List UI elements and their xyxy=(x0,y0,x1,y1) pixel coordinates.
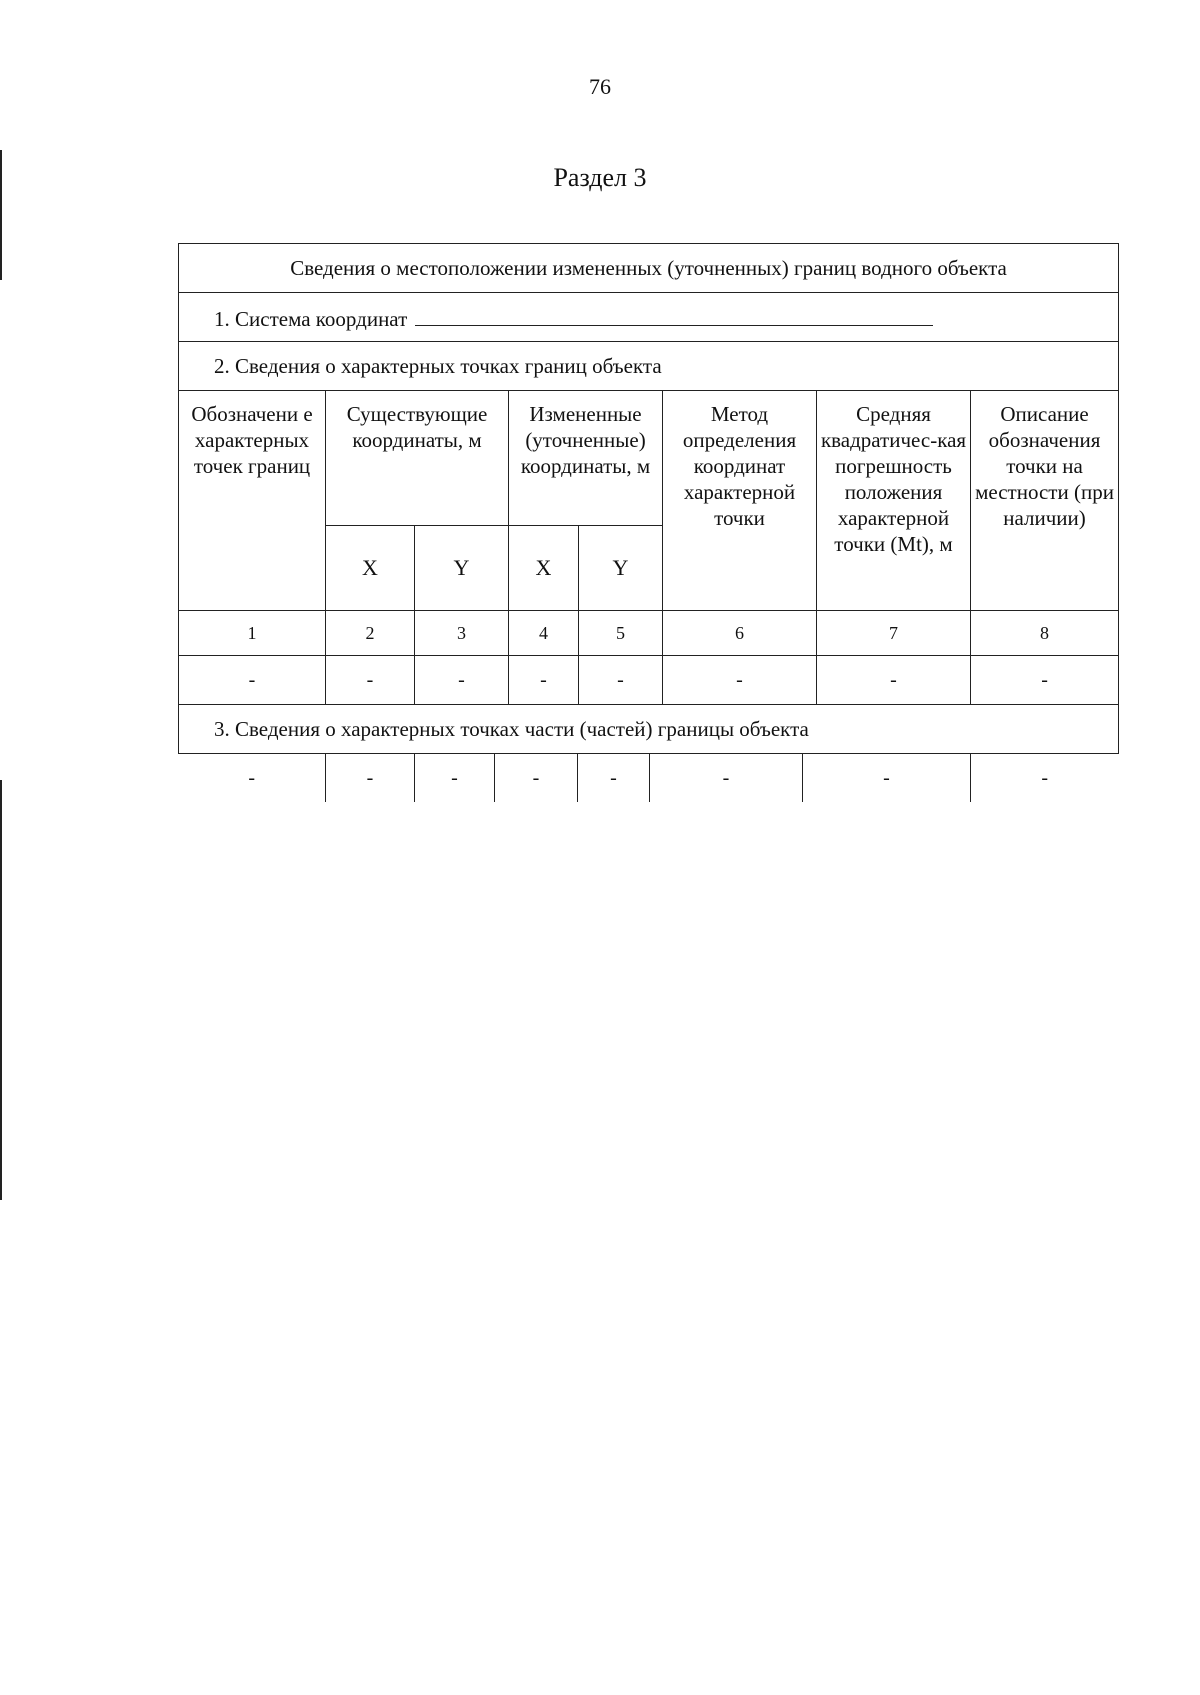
column-number: 6 xyxy=(663,611,817,656)
parts-section-label: 3. Сведения о характерных точках части (частей) границы объекта xyxy=(179,705,1119,754)
table-cell: - xyxy=(326,754,415,802)
parts-row-wrapper xyxy=(179,754,1119,803)
column-number: 7 xyxy=(817,611,971,656)
page-number: 76 xyxy=(589,74,611,99)
table-cell: - xyxy=(495,754,578,802)
table-cell: - xyxy=(326,656,415,705)
header-changed-coordinates: Измененные (уточненные) координаты, м xyxy=(509,391,663,526)
table-cell: - xyxy=(817,656,971,705)
points-section-label: 2. Сведения о характерных точках границ объекта xyxy=(179,342,1119,391)
boundary-points-table xyxy=(178,243,1119,802)
header-changed-y: Y xyxy=(579,526,663,611)
header-mean-error: Средняя квадратичес-кая погрешность положения характерной точки (Mt), м xyxy=(817,391,971,611)
header-existing-x: X xyxy=(326,526,415,611)
table-cell: - xyxy=(971,754,1119,802)
parts-row-table xyxy=(179,754,1119,802)
header-point-designation: Обозначени е характерных точек границ xyxy=(179,391,326,611)
coordinate-system-blank xyxy=(415,303,933,326)
column-number: 5 xyxy=(579,611,663,656)
column-number: 1 xyxy=(179,611,326,656)
header-method: Метод определения координат характерной точки xyxy=(663,391,817,611)
table-cell: - xyxy=(179,754,326,802)
table-cell: - xyxy=(415,754,495,802)
column-number: 3 xyxy=(415,611,509,656)
header-description: Описание обозначения точки на местности (при наличии) xyxy=(971,391,1119,611)
table-cell: - xyxy=(579,656,663,705)
table-cell: - xyxy=(803,754,971,802)
table-cell: - xyxy=(415,656,509,705)
column-number: 2 xyxy=(326,611,415,656)
coordinate-system-label: 1. Система координат xyxy=(214,306,408,331)
table-cell: - xyxy=(509,656,579,705)
section-title: Раздел 3 xyxy=(553,163,647,192)
header-existing-coordinates: Существующие координаты, м xyxy=(326,391,509,526)
column-number: 4 xyxy=(509,611,579,656)
table-title: Сведения о местоположении измененных (уточненных) границ водного объекта xyxy=(179,244,1119,293)
column-number: 8 xyxy=(971,611,1119,656)
table-cell: - xyxy=(971,656,1119,705)
scan-margin-mark xyxy=(0,780,2,1200)
header-changed-x: X xyxy=(509,526,579,611)
coordinate-system-row xyxy=(179,293,1119,342)
table-cell: - xyxy=(179,656,326,705)
table-cell: - xyxy=(650,754,803,802)
table-cell: - xyxy=(578,754,650,802)
header-existing-y: Y xyxy=(415,526,509,611)
table-cell: - xyxy=(663,656,817,705)
